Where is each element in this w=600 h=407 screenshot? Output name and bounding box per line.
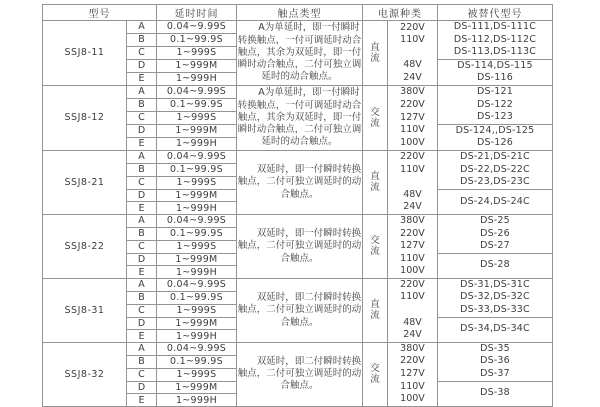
table-row	[43, 342, 553, 355]
spec-table	[42, 4, 553, 407]
power-type-char: 流	[370, 310, 380, 322]
delay-range: 0.1~99.9S	[157, 291, 237, 304]
replaced-model-value: DS-28	[480, 259, 510, 271]
power-type-label	[363, 21, 388, 86]
row-letter: E	[127, 330, 157, 343]
contact-description	[237, 21, 363, 86]
delay-range: 0.04~9.99S	[157, 278, 237, 291]
row-letter: E	[127, 266, 157, 279]
voltage-value: 48V	[403, 316, 422, 328]
replaced-models-bottom	[438, 59, 553, 85]
contact-text: 双延时，即二付瞬时转换触点，二付可独立调延时的动合触点。	[237, 355, 362, 392]
replaced-model-value: DS-23,DS-23C	[460, 176, 530, 188]
delay-range: 1~999S	[157, 240, 237, 253]
delay-range: 1~999M	[157, 189, 237, 202]
replaced-models-top	[438, 21, 553, 60]
contact-text: 双延时，即一付瞬时转换触点，二付可独立调延时的动合触点。	[237, 163, 362, 200]
voltage-value: 220V	[400, 355, 425, 367]
replaced-model-value: DS-124,,DS-125	[455, 124, 535, 136]
replaced-models-bottom	[438, 317, 553, 342]
row-letter: A	[127, 214, 157, 227]
replaced-model-value: DS-22,DS-22C	[460, 163, 530, 175]
power-type-char: 直	[370, 299, 380, 311]
row-letter: E	[127, 137, 157, 150]
delay-range: 1~999H	[157, 137, 237, 150]
row-letter: C	[127, 176, 157, 189]
power-type-char: 流	[370, 52, 380, 64]
delay-range: 1~999M	[157, 381, 237, 394]
col-header-contact: 触点类型	[237, 5, 363, 21]
col-header-replaced: 被替代型号	[438, 5, 553, 21]
delay-range: 0.1~99.9S	[157, 98, 237, 111]
col-header-delay: 延时时间	[157, 5, 237, 21]
voltage-value: 380V	[400, 214, 425, 226]
voltage-list	[388, 150, 438, 214]
contact-description	[237, 85, 363, 150]
row-letter: C	[127, 368, 157, 381]
delay-range: 1~999M	[157, 317, 237, 330]
row-letter: A	[127, 85, 157, 98]
power-type-char: 流	[370, 246, 380, 258]
row-letter: E	[127, 394, 157, 407]
power-type-label	[363, 342, 388, 406]
delay-range: 1~999H	[157, 202, 237, 215]
row-letter: B	[127, 98, 157, 111]
voltage-value: 100V	[400, 393, 425, 405]
voltage-value: 380V	[400, 86, 425, 98]
power-type-label	[363, 150, 388, 214]
delay-range: 1~999H	[157, 72, 237, 85]
voltage-value: 24V	[403, 329, 422, 341]
contact-text: A为单延时，即一付瞬时转换触点，一付可调延时动合触点，其余为双延时，即一付瞬时动合触点，二付可独立调延时的动合触点。	[237, 22, 362, 83]
power-type-char: 交	[370, 363, 380, 375]
row-letter: A	[127, 342, 157, 355]
power-type-char: 流	[370, 117, 380, 129]
model-cell: SSJ8-32	[43, 342, 127, 406]
delay-range: 1~999H	[157, 394, 237, 407]
voltage-value: 220V	[400, 21, 425, 33]
row-letter: D	[127, 124, 157, 137]
voltage-value	[388, 304, 437, 317]
voltage-list	[388, 21, 438, 86]
model-cell: SSJ8-12	[43, 85, 127, 150]
replaced-model-value: DS-112,DS-112C	[453, 33, 537, 45]
row-letter: A	[127, 150, 157, 163]
voltage-value: 110V	[400, 380, 425, 392]
row-letter: D	[127, 253, 157, 266]
replaced-model-value: DS-111,DS-111C	[453, 21, 537, 32]
delay-range: 0.04~9.99S	[157, 214, 237, 227]
replaced-model-value: DS-25	[480, 214, 510, 226]
replaced-model-value: DS-38	[480, 387, 510, 399]
col-header-model: 型号	[43, 5, 157, 21]
voltage-list	[388, 342, 438, 406]
power-type-label	[363, 278, 388, 342]
col-header-power: 电源种类	[363, 5, 438, 21]
row-letter: B	[127, 163, 157, 176]
header-row	[43, 5, 553, 21]
replaced-models-bottom	[438, 253, 553, 278]
voltage-value: 100V	[400, 136, 425, 148]
delay-range: 0.04~9.99S	[157, 85, 237, 98]
delay-range: 1~999M	[157, 59, 237, 72]
voltage-value: 48V	[403, 188, 422, 200]
replaced-model-value: DS-116	[476, 72, 514, 84]
replaced-model-value: DS-114,DS-115	[457, 59, 533, 71]
delay-range: 0.04~9.99S	[157, 21, 237, 34]
voltage-value: 110V	[400, 34, 425, 46]
row-letter: C	[127, 46, 157, 59]
spec-table-body	[43, 21, 553, 407]
voltage-value: 110V	[400, 163, 425, 175]
contact-description	[237, 150, 363, 214]
contact-text: 双延时，即一付瞬时转换触点，二付可独立调延时的动合触点。	[237, 227, 362, 264]
voltage-value: 220V	[400, 99, 425, 111]
delay-range: 1~999M	[157, 124, 237, 137]
row-letter: B	[127, 33, 157, 46]
power-type-char: 交	[370, 106, 380, 118]
replaced-models-bottom	[438, 189, 553, 214]
power-type-char: 流	[370, 374, 380, 386]
delay-range: 0.04~9.99S	[157, 342, 237, 355]
row-letter: D	[127, 381, 157, 394]
voltage-list	[388, 214, 438, 278]
replaced-model-value: DS-36	[480, 355, 510, 367]
power-type-char: 流	[370, 182, 380, 194]
voltage-value: 24V	[403, 71, 422, 83]
delay-range: 1~999S	[157, 304, 237, 317]
voltage-value: 220V	[400, 150, 425, 162]
power-type-char: 直	[370, 171, 380, 183]
table-row	[43, 214, 553, 227]
model-cell: SSJ8-11	[43, 21, 127, 86]
voltage-value	[388, 176, 437, 189]
voltage-value: 127V	[400, 368, 425, 380]
row-letter: C	[127, 304, 157, 317]
table-row	[43, 21, 553, 34]
delay-range: 1~999H	[157, 266, 237, 279]
row-letter: B	[127, 291, 157, 304]
replaced-model-value: DS-24,DS-24C	[460, 195, 530, 207]
replaced-model-value: DS-35	[480, 342, 510, 354]
model-cell: SSJ8-21	[43, 150, 127, 214]
replaced-model-value: DS-113,DS-113C	[453, 46, 537, 58]
contact-description	[237, 278, 363, 342]
replaced-model-value: DS-34,DS-34C	[460, 323, 530, 335]
replaced-model-value: DS-31,DS-31C	[460, 278, 530, 290]
voltage-value: 100V	[400, 265, 425, 277]
voltage-list	[388, 278, 438, 342]
replaced-model-value: DS-37	[480, 368, 510, 380]
delay-range: 1~999H	[157, 330, 237, 343]
replaced-model-value: DS-26	[480, 227, 510, 239]
delay-range: 0.1~99.9S	[157, 355, 237, 368]
replaced-models-top	[438, 150, 553, 189]
delay-range: 0.04~9.99S	[157, 150, 237, 163]
voltage-list	[388, 85, 438, 150]
row-letter: C	[127, 240, 157, 253]
delay-range: 1~999S	[157, 111, 237, 124]
voltage-value: 127V	[400, 240, 425, 252]
row-letter: B	[127, 227, 157, 240]
table-row	[43, 85, 553, 98]
voltage-value: 127V	[400, 111, 425, 123]
voltage-value: 24V	[403, 201, 422, 213]
row-letter: C	[127, 111, 157, 124]
delay-range: 0.1~99.9S	[157, 33, 237, 46]
row-letter: D	[127, 59, 157, 72]
replaced-model-value: DS-123	[476, 111, 514, 123]
power-type-char: 直	[370, 41, 380, 53]
power-type-label	[363, 214, 388, 278]
replaced-model-value: DS-32,DS-32C	[460, 291, 530, 303]
row-letter: B	[127, 355, 157, 368]
power-type-char: 交	[370, 235, 380, 247]
replaced-model-value: DS-33,DS-33C	[460, 304, 530, 316]
model-cell: SSJ8-31	[43, 278, 127, 342]
replaced-models-top	[438, 342, 553, 381]
voltage-value: 220V	[400, 278, 425, 290]
delay-range: 1~999S	[157, 176, 237, 189]
voltage-value: 220V	[400, 227, 425, 239]
row-letter: A	[127, 21, 157, 34]
delay-range: 1~999S	[157, 46, 237, 59]
contact-text: A为单延时，即一付瞬时转换触点，一付可调延时动合触点，其余为双延时，即一付瞬时动合触点，二付可独立调延时的动合触点。	[237, 87, 362, 148]
model-cell: SSJ8-22	[43, 214, 127, 278]
delay-range: 0.1~99.9S	[157, 227, 237, 240]
contact-description	[237, 342, 363, 406]
delay-range: 0.1~99.9S	[157, 163, 237, 176]
table-row	[43, 278, 553, 291]
table-row	[43, 150, 553, 163]
contact-description	[237, 214, 363, 278]
replaced-model-value: DS-121	[476, 85, 514, 97]
power-type-label	[363, 85, 388, 150]
replaced-model-value: DS-122	[476, 98, 514, 110]
row-letter: E	[127, 72, 157, 85]
row-letter: D	[127, 317, 157, 330]
voltage-value: 110V	[400, 291, 425, 303]
voltage-value: 110V	[400, 124, 425, 136]
replaced-models-bottom	[438, 124, 553, 150]
voltage-value: 110V	[400, 252, 425, 264]
replaced-models-top	[438, 85, 553, 124]
replaced-models-bottom	[438, 381, 553, 406]
row-letter: A	[127, 278, 157, 291]
replaced-model-value: DS-27	[480, 240, 510, 252]
delay-range: 1~999S	[157, 368, 237, 381]
voltage-value	[388, 47, 437, 60]
replaced-models-top	[438, 214, 553, 253]
contact-text: 双延时，即二付瞬时转换触点，二付可独立调延时的动合触点。	[237, 291, 362, 328]
row-letter: D	[127, 189, 157, 202]
row-letter: E	[127, 202, 157, 215]
replaced-model-value: DS-126	[476, 137, 514, 149]
voltage-value: 380V	[400, 342, 425, 354]
voltage-value: 48V	[403, 59, 422, 71]
replaced-models-top	[438, 278, 553, 317]
delay-range: 1~999M	[157, 253, 237, 266]
replaced-model-value: DS-21,DS-21C	[460, 150, 530, 162]
